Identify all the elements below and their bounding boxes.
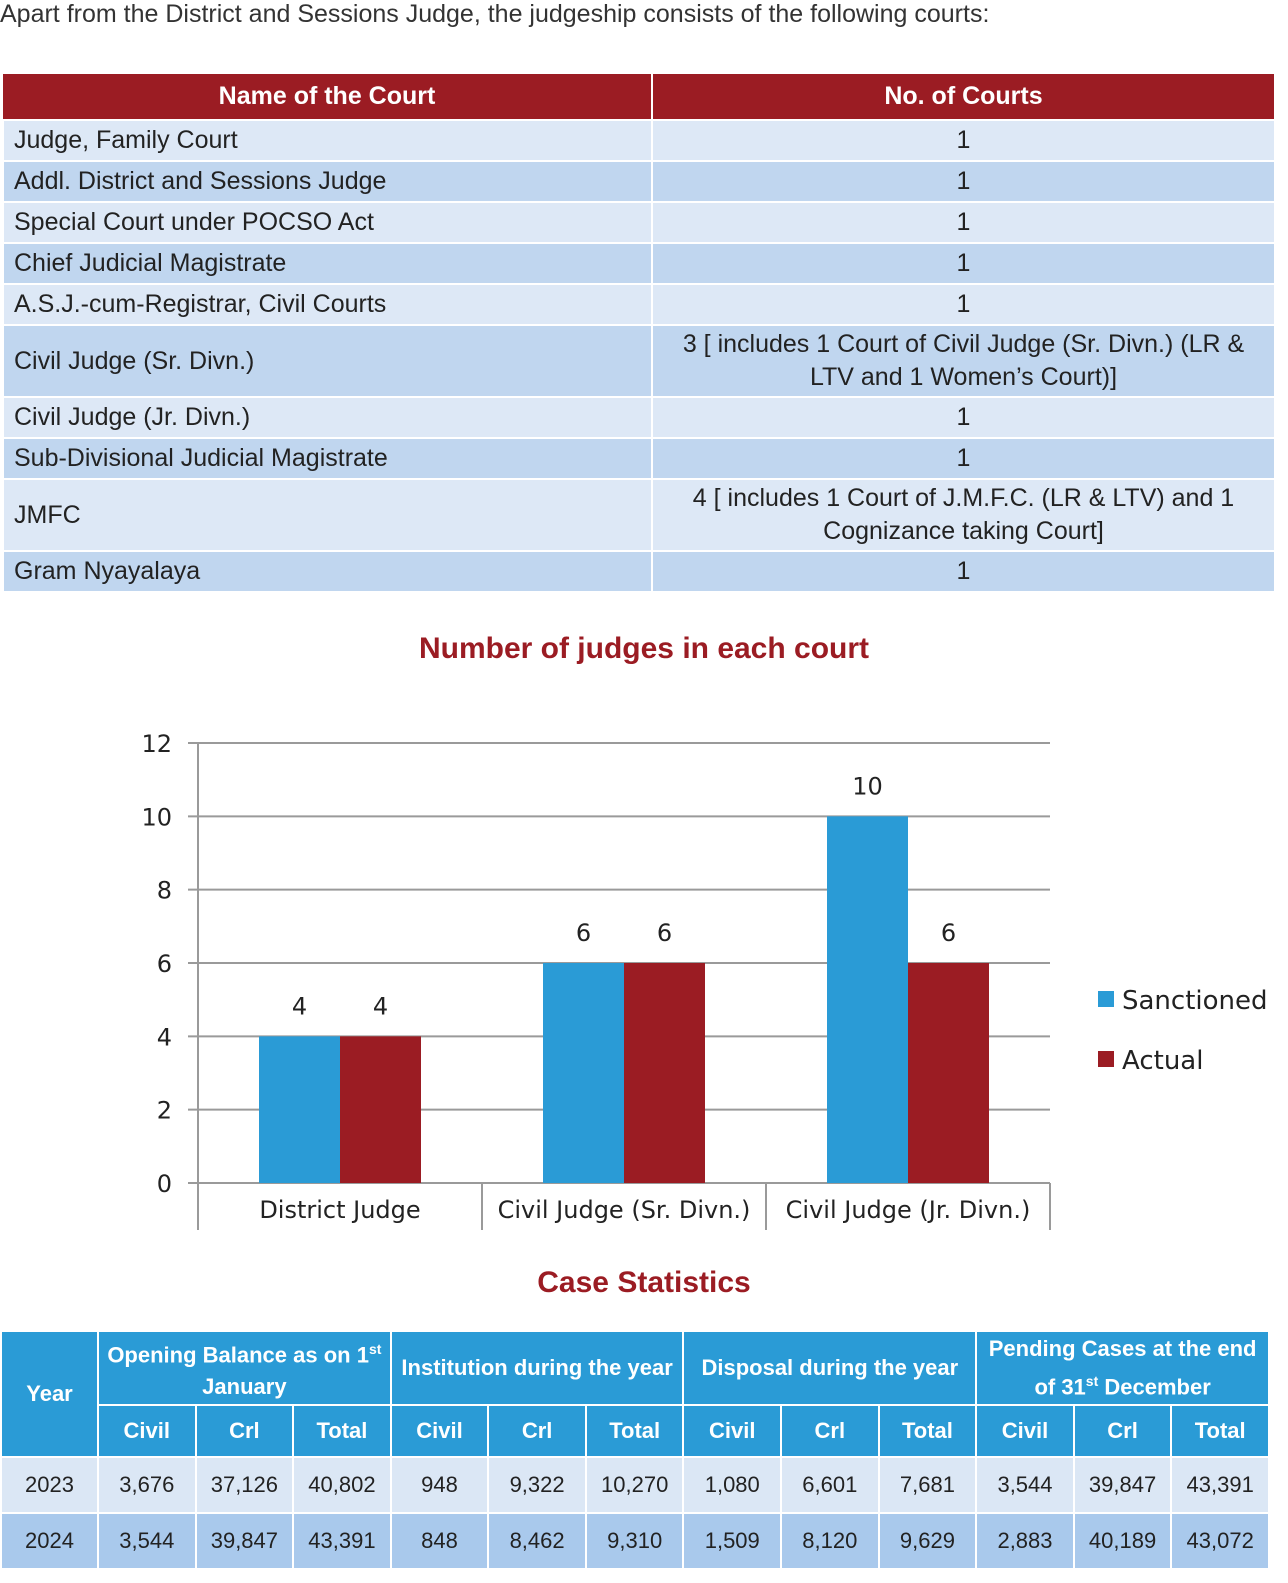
group-header-disposal: Disposal during the year	[683, 1331, 976, 1405]
stats-cell: 1,509	[683, 1513, 781, 1569]
stats-cell: 848	[391, 1513, 489, 1569]
court-name: A.S.J.-cum-Registrar, Civil Courts	[3, 284, 652, 325]
stats-cell: 7,681	[879, 1457, 977, 1513]
court-name: Gram Nyayalaya	[3, 551, 652, 592]
subheader-crl: Crl	[196, 1405, 294, 1457]
subheader-civil: Civil	[976, 1405, 1074, 1457]
stats-cell: 6,601	[781, 1457, 879, 1513]
intro-text: Apart from the District and Sessions Judge, the judgeship consists of the following courts:	[0, 0, 990, 28]
court-count-header: No. of Courts	[652, 74, 1275, 120]
y-tick-label: 6	[156, 950, 172, 978]
bar-sanctioned	[543, 963, 624, 1183]
court-name: Special Court under POCSO Act	[3, 202, 652, 243]
chart-title: Number of judges in each court	[418, 632, 870, 665]
subheader-crl: Crl	[488, 1405, 586, 1457]
stats-cell: 43,391	[293, 1513, 391, 1569]
subheader-civil: Civil	[683, 1405, 781, 1457]
stats-cell: 9,629	[879, 1513, 977, 1569]
court-count: 1	[652, 120, 1275, 161]
group-header-institution: Institution during the year	[391, 1331, 684, 1405]
stats-subheader-row	[1, 1405, 1269, 1457]
data-label: 6	[656, 919, 673, 947]
stats-cell: 1,080	[683, 1457, 781, 1513]
table-row	[1, 1513, 1269, 1569]
subheader-total: Total	[879, 1405, 977, 1457]
stats-group-header-row	[1, 1331, 1269, 1405]
court-count: 1	[652, 161, 1275, 202]
stats-cell: 39,847	[196, 1513, 294, 1569]
y-tick-label: 0	[156, 1170, 172, 1198]
court-count: 1	[652, 284, 1275, 325]
y-tick-label: 8	[156, 876, 172, 905]
court-count: 1	[652, 438, 1275, 479]
stats-cell: 3,544	[98, 1513, 196, 1569]
bar-sanctioned	[827, 816, 908, 1183]
stats-year: 2023	[1, 1457, 98, 1513]
subheader-total: Total	[586, 1405, 684, 1457]
stats-cell: 40,802	[293, 1457, 391, 1513]
stats-cell: 9,310	[586, 1513, 684, 1569]
stats-cell: 43,391	[1171, 1457, 1269, 1513]
x-tick-label: Civil Judge (Jr. Divn.)	[785, 1196, 1031, 1224]
subheader-civil: Civil	[98, 1405, 196, 1457]
court-count: 1	[652, 202, 1275, 243]
court-name: Sub-Divisional Judicial Magistrate	[3, 438, 652, 479]
legend-label: Sanctioned	[1122, 986, 1268, 1016]
stats-cell: 10,270	[586, 1457, 684, 1513]
stats-cell: 43,072	[1171, 1513, 1269, 1569]
case-statistics-table	[0, 1330, 1270, 1570]
stats-cell: 948	[391, 1457, 489, 1513]
x-tick-label: District Judge	[259, 1196, 421, 1224]
stats-cell: 9,322	[488, 1457, 586, 1513]
data-label: 10	[852, 772, 883, 801]
stats-cell: 2,883	[976, 1513, 1074, 1569]
subheader-crl: Crl	[1074, 1405, 1172, 1457]
data-label: 6	[940, 919, 957, 947]
data-label: 4	[291, 992, 308, 1021]
legend-swatch	[1098, 991, 1114, 1007]
data-label: 6	[575, 919, 592, 947]
stats-cell: 39,847	[1074, 1457, 1172, 1513]
stats-cell: 3,544	[976, 1457, 1074, 1513]
y-tick-label: 2	[156, 1096, 172, 1125]
y-tick-label: 10	[141, 803, 172, 832]
x-tick-label: Civil Judge (Sr. Divn.)	[497, 1196, 751, 1224]
court-count: 3 [ includes 1 Court of Civil Judge (Sr. Divn.) (LR & LTV and 1 Women’s Court)]	[652, 325, 1275, 397]
y-tick-label: 12	[141, 730, 172, 758]
stats-cell: 3,676	[98, 1457, 196, 1513]
subheader-civil: Civil	[391, 1405, 489, 1457]
year-header: Year	[1, 1331, 98, 1457]
subheader-total: Total	[293, 1405, 391, 1457]
bar-actual	[908, 963, 989, 1183]
court-name: JMFC	[3, 479, 652, 551]
stats-cell: 8,462	[488, 1513, 586, 1569]
stats-year: 2024	[1, 1513, 98, 1569]
group-header-pending: Pending Cases at the end of 31st December	[976, 1331, 1269, 1405]
court-count: 1	[652, 243, 1275, 284]
legend-label: Actual	[1122, 1046, 1204, 1076]
bar-actual	[624, 963, 705, 1183]
court-count: 4 [ includes 1 Court of J.M.F.C. (LR & LTV) and 1 Cognizance taking Court]	[652, 479, 1275, 551]
y-tick-label: 4	[156, 1023, 172, 1052]
stats-cell: 40,189	[1074, 1513, 1172, 1569]
court-name: Chief Judicial Magistrate	[3, 243, 652, 284]
court-name: Civil Judge (Jr. Divn.)	[3, 397, 652, 438]
data-label: 4	[372, 992, 389, 1021]
stats-cell: 8,120	[781, 1513, 879, 1569]
court-name: Civil Judge (Sr. Divn.)	[3, 325, 652, 397]
court-count: 1	[652, 397, 1275, 438]
stats-cell: 37,126	[196, 1457, 294, 1513]
table-row	[1, 1457, 1269, 1513]
bar-sanctioned	[259, 1036, 340, 1183]
subheader-crl: Crl	[781, 1405, 879, 1457]
bar-actual	[340, 1036, 421, 1183]
group-header-opening: Opening Balance as on 1st January	[98, 1331, 391, 1405]
court-count: 1	[652, 551, 1275, 592]
court-name: Addl. District and Sessions Judge	[3, 161, 652, 202]
court-name-header: Name of the Court	[3, 74, 652, 120]
court-name: Judge, Family Court	[3, 120, 652, 161]
case-statistics-title: Case Statistics	[537, 1266, 751, 1299]
legend-swatch	[1098, 1051, 1114, 1067]
subheader-total: Total	[1171, 1405, 1269, 1457]
